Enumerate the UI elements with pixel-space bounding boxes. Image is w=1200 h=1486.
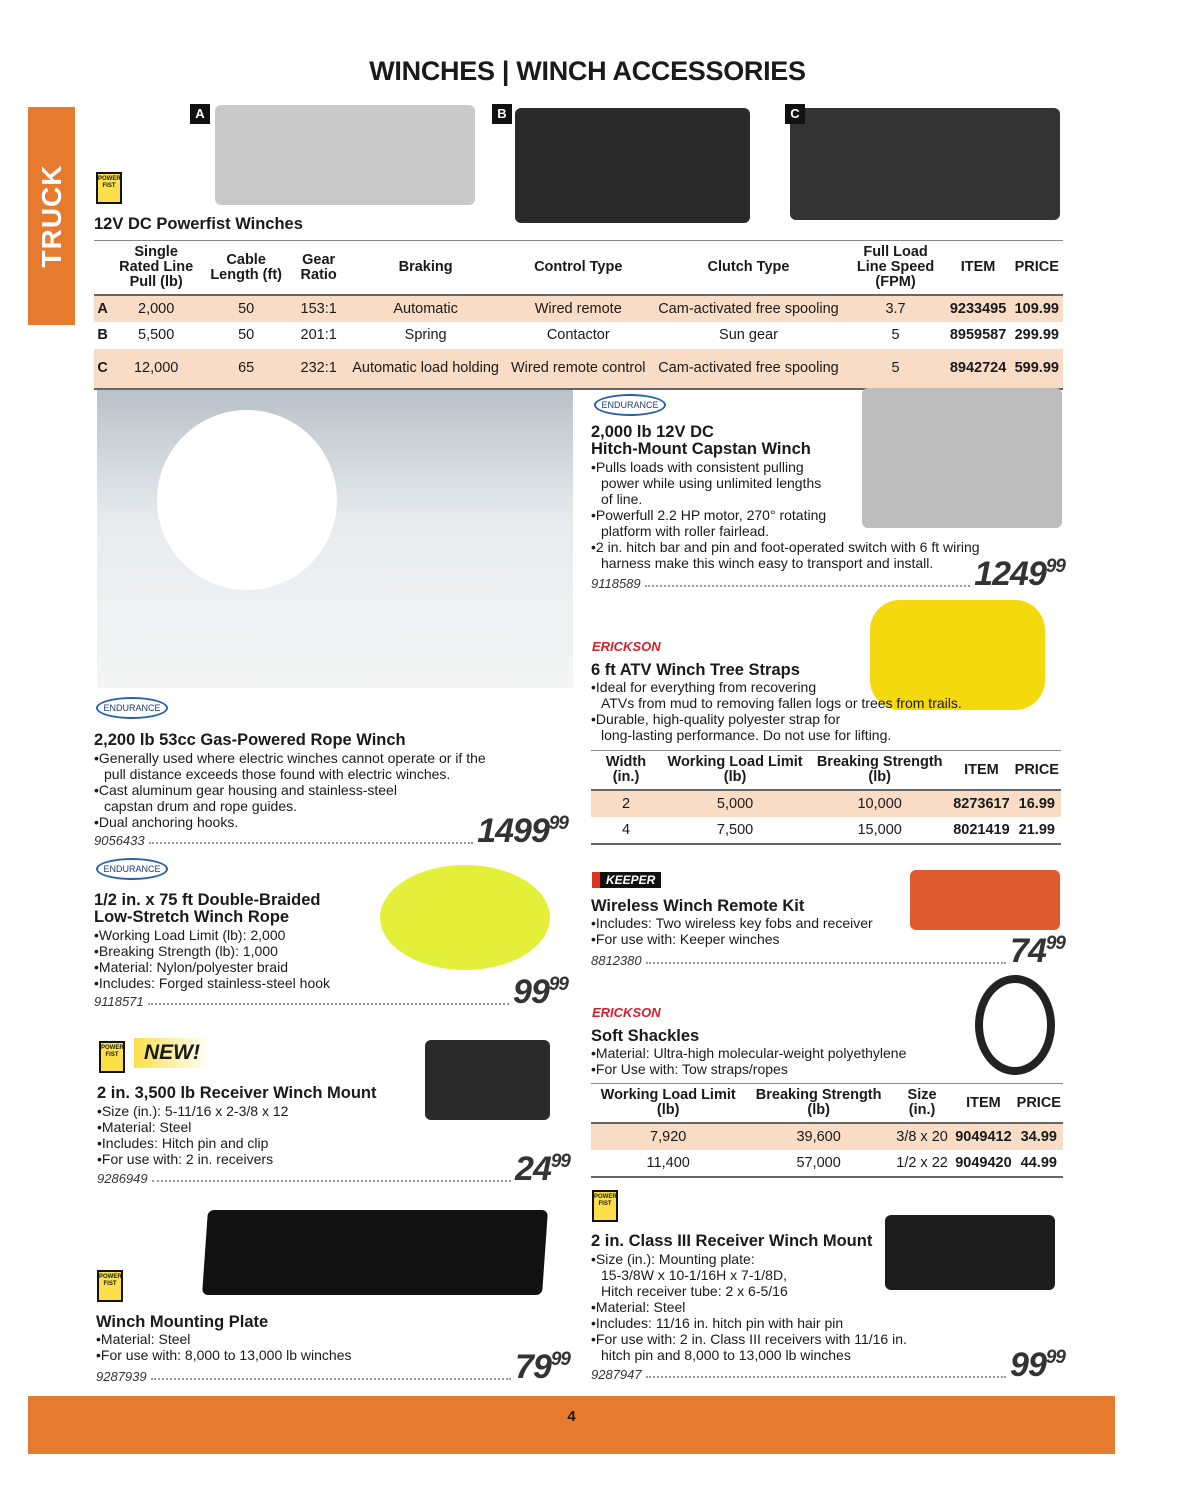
rope-winch-inset: [157, 410, 337, 590]
cell: 12,000: [111, 349, 201, 389]
cell: 5,000: [661, 790, 809, 817]
th: Gear Ratio: [300, 251, 337, 283]
cell: 8942724: [946, 349, 1011, 389]
bullet: • Material: Steel: [97, 1119, 288, 1135]
cell: 9233495: [946, 295, 1011, 322]
bullet: • Durable, high-quality polyester strap for: [591, 711, 1021, 727]
cell: 5: [846, 349, 946, 389]
rope-sku-row: [94, 975, 568, 1009]
cell: 109.99: [1011, 295, 1063, 322]
label-b: B: [492, 104, 512, 124]
th: ITEM: [960, 259, 996, 275]
label-a: A: [190, 104, 210, 124]
bullet: long-lasting performance. Do not use for lifting.: [601, 727, 892, 743]
bullet: • Size (in.): Mounting plate:: [591, 1251, 991, 1267]
cell: 3.7: [846, 295, 946, 322]
capstan-sku-row: [591, 557, 1065, 591]
bullet: ATVs from mud to removing fallen logs or trees from trails.: [601, 695, 962, 711]
cell: 3/8 x 20: [892, 1123, 952, 1150]
table-row: [591, 817, 1061, 844]
winch-b-image: [515, 108, 750, 223]
rope-winch-photo: [97, 390, 573, 688]
bullet: • Includes: 11/16 in. hitch pin with hair pin: [591, 1315, 991, 1331]
powerfist-logo: POWER FIST: [97, 1270, 123, 1302]
bullet: • Material: Nylon/polyester braid: [94, 959, 330, 975]
powerfist-logo: POWER FIST: [96, 172, 122, 204]
th: PRICE: [1014, 259, 1059, 275]
sku: 8812380: [591, 953, 642, 968]
bullet: of line.: [601, 491, 643, 507]
new-badge: NEW!: [134, 1038, 210, 1068]
endurance-logo: ENDURANCE: [96, 697, 168, 719]
shackles-table: [591, 1083, 1063, 1178]
price: $74^{99}$: [1010, 932, 1065, 970]
cell: 65: [201, 349, 291, 389]
bullet: hitch pin and 8,000 to 13,000 lb winches: [601, 1347, 851, 1363]
remote-heading: Wireless Winch Remote Kit: [591, 897, 805, 915]
bullet: Hitch receiver tube: 2 x 6-5/16: [601, 1283, 788, 1299]
receiver-mount-sku-row: [97, 1152, 570, 1186]
cell: 10,000: [809, 790, 950, 817]
powerfist-logo: POWER FIST: [99, 1041, 125, 1073]
cell: 5,500: [138, 327, 175, 343]
bullet: • Powerfull 2.2 HP motor, 270° rotating: [591, 507, 1051, 523]
cell: 11,400: [646, 1154, 690, 1171]
table-row: [94, 349, 1063, 389]
class3-sku-row: [591, 1348, 1065, 1382]
bullet: • Includes: Forged stainless-steel hook: [94, 975, 330, 991]
winch-a-image: [215, 105, 475, 205]
cell: 4: [621, 821, 631, 838]
cell: B: [97, 327, 108, 343]
rope-winch-heading: 2,200 lb 53cc Gas-Powered Rope Winch: [94, 731, 406, 749]
cell: 599.99: [1011, 349, 1063, 389]
cell: 15,000: [857, 821, 902, 838]
shackles-heading: Soft Shackles: [591, 1027, 700, 1045]
bullet: • Working Load Limit (lb): 2,000: [94, 927, 330, 943]
th: Size (in.): [907, 1087, 937, 1118]
endurance-logo: ENDURANCE: [96, 858, 168, 880]
bullet: • Breaking Strength (lb): 1,000: [94, 943, 330, 959]
cell: Automatic: [346, 295, 505, 322]
straps-table: [591, 750, 1061, 845]
bullet: • For use with: 2 in. Class III receivers with 11/16 in.: [591, 1331, 991, 1347]
th: Breaking Strength (lb): [816, 754, 943, 785]
sku: 9118589: [591, 576, 641, 591]
bullet: • Cast aluminum gear housing and stainless-steel: [94, 782, 534, 798]
bullet: • For use with: 2 in. receivers: [97, 1151, 288, 1167]
rope-winch-sku-row: [94, 814, 568, 848]
class3-bullets: [591, 1251, 991, 1363]
cell: 232:1: [291, 349, 346, 389]
rope-heading: [94, 892, 320, 926]
erickson-logo: ERICKSON: [592, 639, 661, 654]
plate-heading: Winch Mounting Plate: [96, 1313, 269, 1331]
th: Braking: [398, 259, 453, 275]
class3-heading: 2 in. Class III Receiver Winch Mount: [591, 1232, 873, 1250]
sku: 9287939: [96, 1369, 147, 1384]
heading-line: Low-Stretch Winch Rope: [94, 908, 290, 926]
shackles-bullets: [591, 1045, 906, 1077]
th: Full Load Line Speed (FPM): [856, 244, 935, 290]
winches-table: [94, 240, 1063, 390]
cell: 9049420: [955, 1154, 1012, 1171]
cell: Sun gear: [719, 327, 778, 343]
cell: Contactor: [546, 327, 610, 343]
th: Width (in.): [605, 754, 647, 785]
cell: 5: [891, 327, 900, 343]
cell: Wired remote control: [505, 349, 651, 389]
bullet: capstan drum and rope guides.: [104, 798, 298, 814]
sku: 9287947: [591, 1367, 642, 1382]
cell: 50: [201, 295, 291, 322]
cell: Automatic load holding: [346, 349, 505, 389]
th: Control Type: [534, 259, 623, 275]
table-row: [94, 295, 1063, 322]
bullet: • Pulls loads with consistent pulling: [591, 459, 1051, 475]
erickson-logo: ERICKSON: [592, 1005, 661, 1020]
remote-sku-row: [591, 934, 1065, 968]
table-row: [591, 790, 1061, 817]
section-tab-truck[interactable]: [28, 107, 75, 325]
cell: 39,600: [745, 1123, 892, 1150]
table-row: [94, 322, 1063, 349]
cell: C: [94, 349, 111, 389]
receiver-mount-image: [425, 1040, 550, 1120]
cell: 201:1: [300, 327, 337, 343]
cell: 299.99: [1014, 327, 1059, 343]
bullet: • Ideal for everything from recovering: [591, 679, 1021, 695]
mounting-plate-image: [202, 1210, 548, 1295]
powerfist-logo: POWER FIST: [592, 1190, 618, 1222]
footer-bar: [28, 1396, 1115, 1454]
receiver-mount-heading: 2 in. 3,500 lb Receiver Winch Mount: [97, 1084, 377, 1102]
price: 1249$^{99}$: [974, 555, 1065, 593]
keeper-logo: KEEPER: [592, 872, 661, 888]
cell: 8959587: [949, 327, 1007, 343]
table-row: [591, 1150, 1063, 1177]
sku: 9286949: [97, 1171, 148, 1186]
page-number: 4: [567, 1408, 576, 1425]
bullet: • Material: Steel: [96, 1331, 352, 1347]
th: Single Rated Line Pull (lb): [119, 244, 194, 290]
winch-c-image: [790, 108, 1060, 220]
cell: 1/2 x 22: [896, 1154, 948, 1171]
bullet: • Generally used where electric winches cannot operate or if the: [94, 750, 534, 766]
label-c: C: [785, 104, 805, 124]
price: $24^{99}$: [515, 1150, 570, 1188]
th: [94, 241, 111, 296]
table-row: [591, 1123, 1063, 1150]
cell: Cam-activated free spooling: [651, 349, 845, 389]
bullet: • Dual anchoring hooks.: [94, 814, 534, 830]
cell: 7,500: [716, 821, 754, 838]
cell: 16.99: [1013, 790, 1061, 817]
bullet: • Includes: Two wireless key fobs and receiver: [591, 915, 873, 931]
price: $79^{99}$: [515, 1348, 570, 1386]
cell: 2: [591, 790, 661, 817]
endurance-logo: ENDURANCE: [594, 394, 666, 416]
th: Breaking Strength (lb): [755, 1087, 882, 1118]
price: $99^{99}$: [513, 973, 568, 1011]
capstan-image: [862, 388, 1062, 528]
cell: 7,920: [591, 1123, 745, 1150]
heading-line: 2,000 lb 12V DC: [591, 423, 714, 441]
straps-bullets: [591, 679, 1021, 743]
remote-image: [910, 870, 1060, 930]
plate-sku-row: [96, 1350, 570, 1384]
cell: 8021419: [953, 821, 1010, 838]
cell: 153:1: [291, 295, 346, 322]
price: $99^{99}$: [1010, 1346, 1065, 1384]
cell: A: [94, 295, 111, 322]
straps-heading: 6 ft ATV Winch Tree Straps: [591, 661, 800, 679]
cell: 34.99: [1015, 1123, 1063, 1150]
bullet: 15-3/8W x 10-1/16H x 7-1/8D,: [601, 1267, 787, 1283]
winches-heading: 12V DC Powerfist Winches: [94, 215, 303, 233]
th: Working Load Limit (lb): [667, 754, 803, 785]
bullet: pull distance exceeds those found with electric winches.: [104, 766, 451, 782]
bullet: harness make this winch easy to transport and install.: [601, 555, 934, 571]
th: PRICE: [1016, 1094, 1061, 1111]
bullet: power while using unlimited lengths: [601, 475, 822, 491]
capstan-heading: [591, 424, 811, 458]
shackle-image: [975, 975, 1055, 1075]
bullet: • Includes: Hitch pin and clip: [97, 1135, 288, 1151]
sku: 9056433: [94, 833, 145, 848]
cell: 21.99: [1018, 821, 1055, 838]
cell: Spring: [404, 327, 447, 343]
bullet: • For use with: Keeper winches: [591, 931, 873, 947]
th: Cable Length (ft): [210, 251, 282, 283]
bullet: • For Use with: Tow straps/ropes: [591, 1061, 906, 1077]
page-title: WINCHES | WINCH ACCESSORIES: [369, 56, 806, 86]
th: Working Load Limit (lb): [600, 1087, 736, 1118]
bullet: • For use with: 8,000 to 13,000 lb winches: [96, 1347, 352, 1363]
th: Clutch Type: [707, 259, 790, 275]
cell: 57,000: [796, 1154, 841, 1171]
heading-line: Hitch-Mount Capstan Winch: [591, 440, 811, 458]
th: ITEM: [964, 761, 999, 778]
sku: 9118571: [94, 994, 144, 1009]
bullet: • Material: Steel: [591, 1299, 991, 1315]
cell: 2,000: [111, 295, 201, 322]
section-tab-label: TRUCK: [35, 164, 67, 268]
cell: 8273617: [950, 790, 1012, 817]
heading-line: 1/2 in. x 75 ft Double-Braided: [94, 891, 321, 909]
bullet: • Material: Ultra-high molecular-weight polyethylene: [591, 1045, 906, 1061]
cell: Wired remote: [505, 295, 651, 322]
bullet: platform with roller fairlead.: [601, 523, 770, 539]
rope-image: [380, 865, 550, 970]
cell: 44.99: [1020, 1154, 1057, 1171]
cell: 50: [238, 327, 255, 343]
price: 1499$^{99}$: [477, 812, 568, 850]
bullet: • 2 in. hitch bar and pin and foot-operated switch with 6 ft wiring: [591, 539, 1051, 555]
th: ITEM: [966, 1094, 1001, 1111]
th: PRICE: [1014, 761, 1059, 778]
cell: 9049412: [952, 1123, 1014, 1150]
cell: Cam-activated free spooling: [651, 295, 845, 322]
bullet: • Size (in.): 5-11/16 x 2-3/8 x 12: [97, 1103, 288, 1119]
